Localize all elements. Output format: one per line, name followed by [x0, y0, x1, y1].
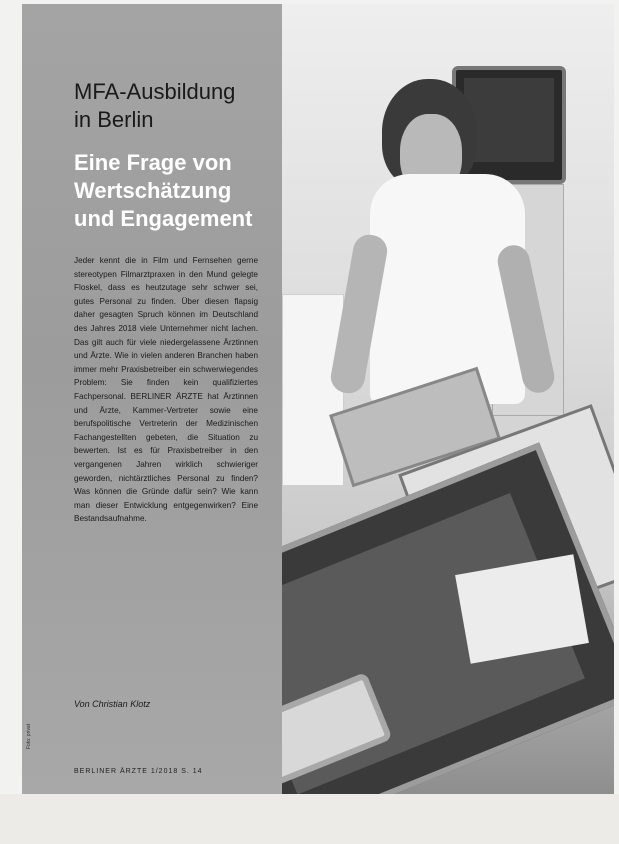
article-lead: Jeder kennt die in Film und Fernsehen gerne stereotypen Filmarztpraxen in den Mund gelegte Floskel, dass es heutzutage sehr schwer sei, gutes Personal zu finden. Über diesen flapsig daher gesagten Spruch können im Deutschland des Jahres 2018 viele Unternehmer nicht lachen. Das gilt auch für viele niedergelassene Ärztinnen und Ärzte. Wie in vielen anderen Branchen haben immer mehr Praxisbetreiber ein schwerwiegendes Problem: Sie finden kein qualifiziertes Fachpersonal. BERLINER ÄRZTE hat Ärztinnen und Ärzte, Kammer-Vertreter sowie eine berufspolitische Vertreterin der Medizinischen Fachangestellten gebeten, die Situation zu bewerten. Ist es für Praxisbetreiber in den vergangenen Jahren wirklich schwieriger geworden, nichtärztliches Personal zu finden? Was können die Gründe dafür sein? Wie kann man dieser Entwicklung entgegenwirken? Eine Bestandsaufnahme. [74, 256, 258, 524]
page-footer: BERLINER ÄRZTE 1/2018 S. 14 [74, 768, 203, 775]
monitor-screen [464, 78, 554, 162]
magazine-page [22, 4, 614, 794]
headline-line-1: Eine Frage von [74, 150, 232, 175]
kicker-line-2: in Berlin [74, 107, 154, 132]
headline-line-3: und Engagement [74, 206, 253, 231]
scan-margin [0, 794, 619, 844]
text-panel [22, 4, 282, 794]
person-shirt [370, 174, 525, 404]
article-kicker [74, 78, 274, 134]
kicker-line-1: MFA-Ausbildung [74, 79, 236, 104]
article-photo [282, 4, 614, 794]
article-author: Von Christian Klotz [74, 699, 151, 709]
article-headline [74, 149, 284, 233]
cabinet [282, 294, 344, 486]
photo-credit: Foto: privat [26, 723, 32, 749]
headline-line-2: Wertschätzung [74, 178, 232, 203]
